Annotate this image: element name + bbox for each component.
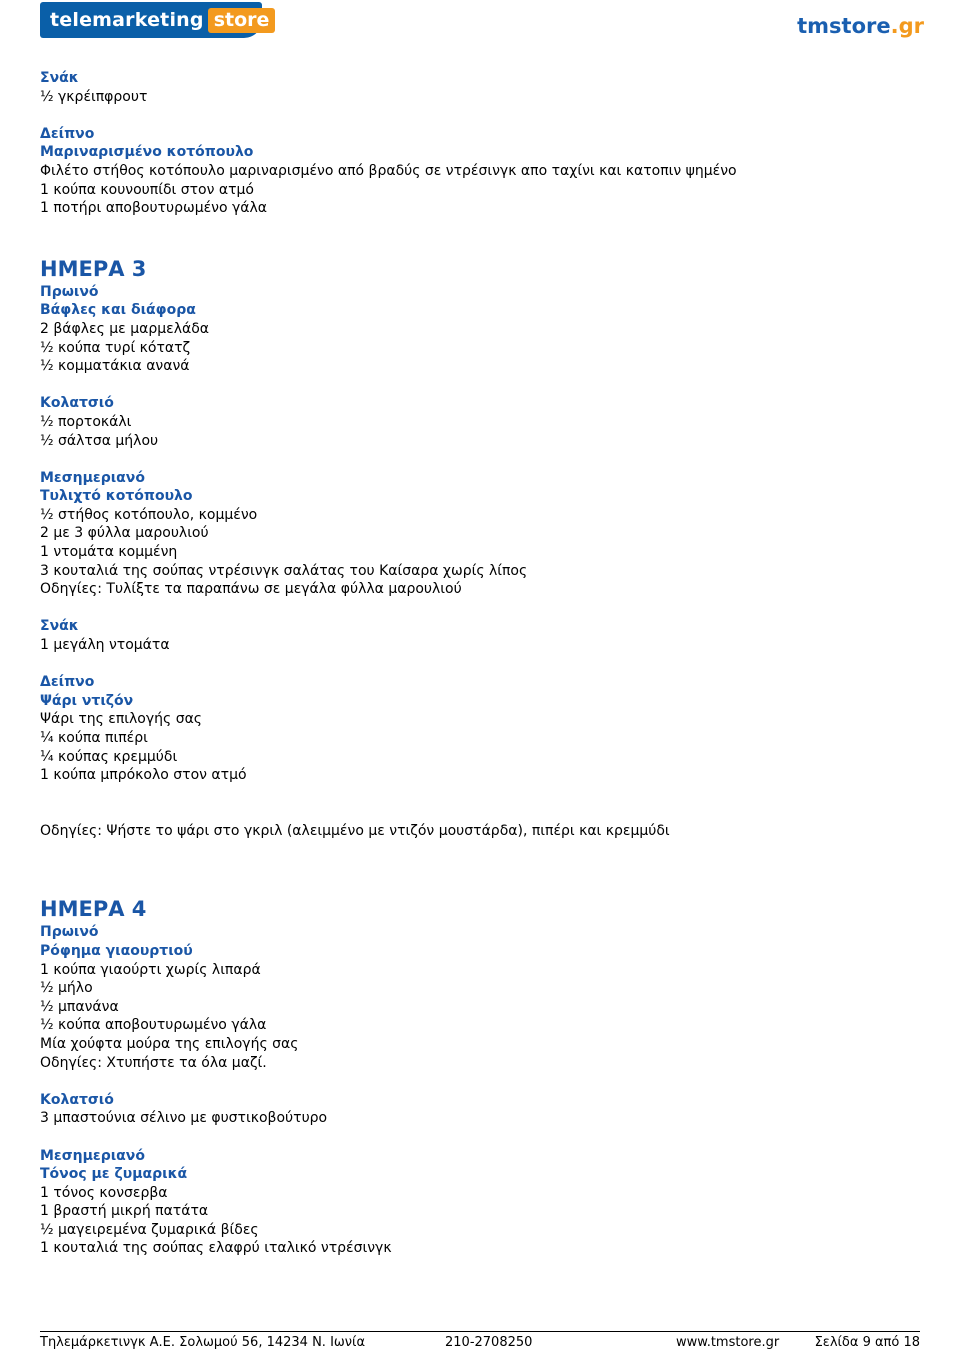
footer-page-number: Σελίδα 9 από 18 — [814, 1335, 920, 1350]
brand-name: tmstore — [797, 14, 891, 38]
meal-heading: Μεσημεριανό — [40, 469, 145, 486]
recipe-line: Οδηγίες: Τυλίξτε τα παραπάνω σε μεγάλα φύλλα μαρουλιού — [40, 581, 462, 598]
spacer — [40, 450, 920, 469]
footer-company: Τηλεμάρκετινγκ Α.Ε. Σολωμού 56, 14234 Ν. Ιωνία — [40, 1335, 366, 1350]
recipe-line: 2 βάφλες με μαρμελάδα — [40, 320, 210, 337]
recipe-line: ½ στήθος κοτόπουλο, κομμένο — [40, 506, 258, 523]
recipe-line: 1 μεγάλη ντομάτα — [40, 637, 170, 654]
brand-tld: .gr — [890, 14, 924, 38]
meal-heading: Πρωινό — [40, 283, 99, 300]
meal-heading: Πρωινό — [40, 924, 99, 941]
recipe-line: 3 μπαστούνια σέλινο με φυστικοβούτυρο — [40, 1110, 328, 1127]
meal-heading: Κολατσιό — [40, 395, 114, 412]
recipe-line: ½ σάλτσα μήλου — [40, 432, 159, 449]
meal-heading: Κολατσιό — [40, 1091, 114, 1108]
dish-title: Τόνος με ζυμαρικά — [40, 1166, 188, 1183]
recipe-line: ½ μήλο — [40, 980, 93, 997]
recipe-line: 3 κουταλιά της σούπας ντρέσινγκ σαλάτας του Καίσαρα χωρίς λίπος — [40, 562, 528, 579]
recipe-line: 1 βραστή μικρή πατάτα — [40, 1203, 209, 1220]
recipe-line: ½ μαγειρεμένα ζυμαρικά βίδες — [40, 1221, 259, 1238]
day-heading: ΗΜΕΡΑ 4 — [40, 897, 147, 922]
footer-website: www.tmstore.gr — [676, 1335, 780, 1350]
recipe-line: ½ κούπα τυρί κότατζ — [40, 339, 191, 356]
recipe-line: Ψάρι της επιλογής σας — [40, 711, 203, 728]
document-body — [40, 69, 920, 1258]
recipe-line: ¼ κούπας κρεμμύδι — [40, 748, 178, 765]
spacer — [40, 376, 920, 395]
dish-title: Ψάρι ντιζόν — [40, 692, 134, 709]
spacer — [40, 1128, 920, 1147]
recipe-line: ½ κομματάκια ανανά — [40, 358, 190, 375]
recipe-line: 1 τόνος κονσερβα — [40, 1184, 168, 1201]
recipe-line: ½ μπανάνα — [40, 998, 119, 1015]
recipe-line: ½ πορτοκάλι — [40, 413, 132, 430]
recipe-line: 1 ποτήρι αποβουτυρωμένο γάλα — [40, 200, 268, 217]
meal-heading: Δείπνο — [40, 125, 95, 142]
recipe-line: Οδηγίες: Ψήστε το ψάρι στο γκριλ (αλειμμένο με ντιζόν μουστάρδα), πιπέρι και κρεμμύδι — [40, 822, 670, 839]
footer-phone: 210-2708250 — [445, 1335, 533, 1350]
recipe-line: ½ κούπα αποβουτυρωμένο γάλα — [40, 1017, 267, 1034]
spacer — [40, 599, 920, 618]
spacer — [40, 218, 920, 255]
spacer — [40, 106, 920, 125]
meal-heading: Μεσημεριανό — [40, 1147, 145, 1164]
recipe-line: ½ γκρέιπφρουτ — [40, 88, 148, 105]
page-header — [0, 0, 960, 48]
recipe-line: 2 με 3 φύλλα μαρουλιού — [40, 525, 209, 542]
recipe-line: 1 κούπα κουνουπίδι στον ατμό — [40, 181, 254, 198]
recipe-line: Οδηγίες: Χτυπήστε τα όλα μαζί. — [40, 1054, 267, 1071]
registered-mark: ® — [277, 8, 286, 18]
meal-heading: Σνάκ — [40, 618, 79, 635]
spacer — [40, 655, 920, 674]
site-brand — [797, 14, 924, 38]
recipe-line: Μία χούφτα μούρα της επιλογής σας — [40, 1035, 299, 1052]
meal-heading: Δείπνο — [40, 674, 95, 691]
recipe-line: 1 ντομάτα κομμένη — [40, 544, 178, 561]
logo-store-box: store — [208, 8, 276, 33]
spacer — [40, 1072, 920, 1091]
day-heading: ΗΜΕΡΑ 3 — [40, 256, 147, 281]
recipe-line: 1 κούπα μπρόκολο στον ατμό — [40, 767, 247, 784]
footer-divider — [40, 1331, 920, 1332]
dish-title: Τυλιχτό κοτόπουλο — [40, 488, 193, 505]
meal-heading: Σνάκ — [40, 70, 79, 86]
spacer — [40, 840, 920, 895]
spacer — [40, 785, 920, 822]
recipe-line: 1 κούπα γιαούρτι χωρίς λιπαρά — [40, 961, 261, 978]
dish-title: Βάφλες και διάφορα — [40, 302, 196, 319]
logo-main-text: telemarketing — [50, 9, 204, 31]
dish-title: Μαριναρισμένο κοτόπουλο — [40, 144, 254, 161]
dish-title: Ρόφημα γιαουρτιού — [40, 942, 193, 959]
telemarketing-store-logo — [40, 2, 286, 38]
recipe-line: 1 κουταλιά της σούπας ελαφρύ ιταλικό ντρέσινγκ — [40, 1240, 392, 1257]
recipe-line: ¼ κούπα πιπέρι — [40, 730, 148, 746]
recipe-line: Φιλέτο στήθος κοτόπουλο μαριναρισμένο από βραδύς σε ντρέσινγκ απο ταχίνι και κατοπιν ψημένο — [40, 162, 737, 179]
